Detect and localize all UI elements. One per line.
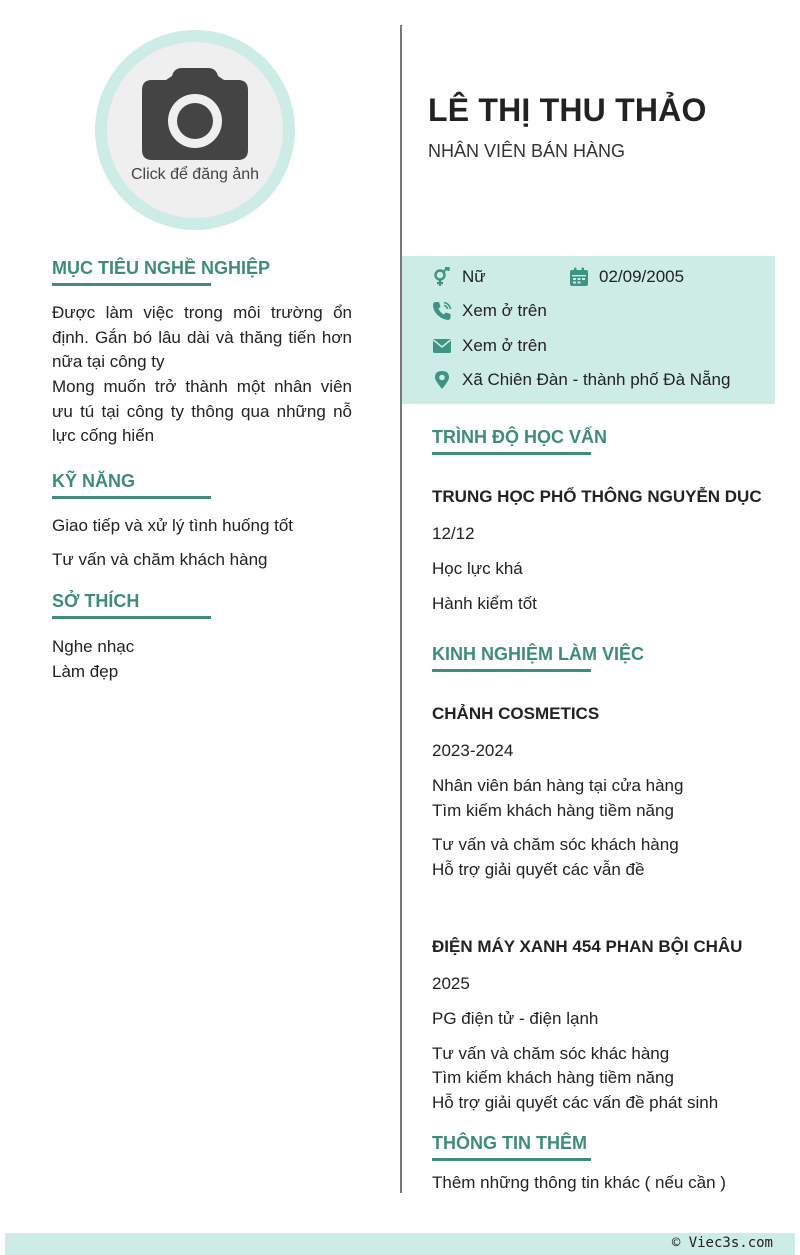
hobbies-underline (52, 616, 211, 619)
candidate-position: NHÂN VIÊN BÁN HÀNG (428, 141, 626, 161)
camera-icon[interactable] (140, 66, 250, 162)
gender-value: Nữ (462, 267, 486, 286)
objective-heading: MỤC TIÊU NGHỀ NGHIỆP (52, 258, 271, 278)
hobby-item: Nghe nhạc (52, 637, 135, 656)
job-detail-line: Tư vấn và chăm sóc khác hàng (432, 1044, 670, 1063)
calendar-icon (569, 267, 589, 287)
job-period: 2023-2024 (432, 741, 514, 760)
map-pin-icon (432, 370, 452, 390)
education-academic: Học lực khá (432, 559, 523, 578)
education-underline (432, 452, 591, 455)
address-value: Xã Chiên Đàn - thành phố Đà Nẵng (462, 370, 731, 389)
hobby-item: Làm đẹp (52, 662, 119, 681)
contact-box (402, 256, 775, 404)
phone-value: Xem ở trên (462, 301, 547, 320)
job-role-line: Nhân viên bán hàng tại cửa hàng (432, 776, 684, 795)
education-grade: 12/12 (432, 524, 475, 543)
contact-email (432, 336, 547, 356)
phone-icon (432, 301, 452, 321)
footer-credit: © Viec3s.com (671, 1235, 773, 1251)
contact-address (432, 370, 730, 390)
job-role-line: Tìm kiếm khách hàng tiềm năng (432, 801, 674, 820)
job-role-line: PG điện tử - điện lạnh (432, 1009, 599, 1028)
skill-item: Tư vấn và chăm khách hàng (52, 550, 268, 569)
contact-phone (432, 301, 547, 321)
education-school: TRUNG HỌC PHỔ THÔNG NGUYỄN DỤC (432, 487, 762, 506)
skills-underline (52, 496, 211, 499)
additional-text: Thêm những thông tin khác ( nếu cần ) (432, 1173, 726, 1192)
experience-underline (432, 669, 591, 672)
hobbies-heading: SỞ THÍCH (52, 591, 140, 611)
job-detail-line: Tư vấn và chăm sóc khách hàng (432, 835, 679, 854)
birthdate-value: 02/09/2005 (599, 267, 685, 286)
email-value: Xem ở trên (462, 336, 547, 355)
skills-heading: KỸ NĂNG (52, 471, 136, 491)
education-heading: TRÌNH ĐỘ HỌC VẤN (432, 427, 607, 447)
job-company: ĐIỆN MÁY XANH 454 PHAN BỘI CHÂU (432, 937, 743, 956)
gender-icon (432, 267, 452, 287)
job-detail-line: Hỗ trợ giải quyết các vẫn đề (432, 860, 645, 879)
email-icon (432, 336, 452, 356)
job-detail-line: Hỗ trợ giải quyết các vấn đề phát sinh (432, 1093, 719, 1112)
education-conduct: Hành kiểm tốt (432, 594, 537, 613)
upload-photo-label[interactable]: Click để đăng ảnh (130, 166, 260, 183)
objective-line-2: Mong muốn trở thành một nhân viên ưu tú tại công ty thông qua những nỗ lực cống hiến (52, 377, 352, 445)
column-divider (400, 25, 402, 1193)
objective-line-1: Được làm việc trong môi trường ổn định. Gắn bó lâu dài và thăng tiến hơn nữa tại công ty (52, 303, 352, 371)
contact-gender (432, 267, 486, 287)
contact-birthdate (569, 267, 684, 287)
additional-heading: THÔNG TIN THÊM (432, 1133, 587, 1153)
job-period: 2025 (432, 974, 470, 993)
skill-item: Giao tiếp và xử lý tình huống tốt (52, 516, 294, 535)
job-detail-line: Tìm kiếm khách hàng tiềm năng (432, 1068, 674, 1087)
additional-underline (432, 1158, 591, 1161)
experience-heading: KINH NGHIỆM LÀM VIỆC (432, 644, 645, 664)
candidate-name: LÊ THỊ THU THẢO (428, 92, 707, 128)
job-company: CHẢNH COSMETICS (432, 704, 600, 723)
objective-underline (52, 283, 211, 286)
